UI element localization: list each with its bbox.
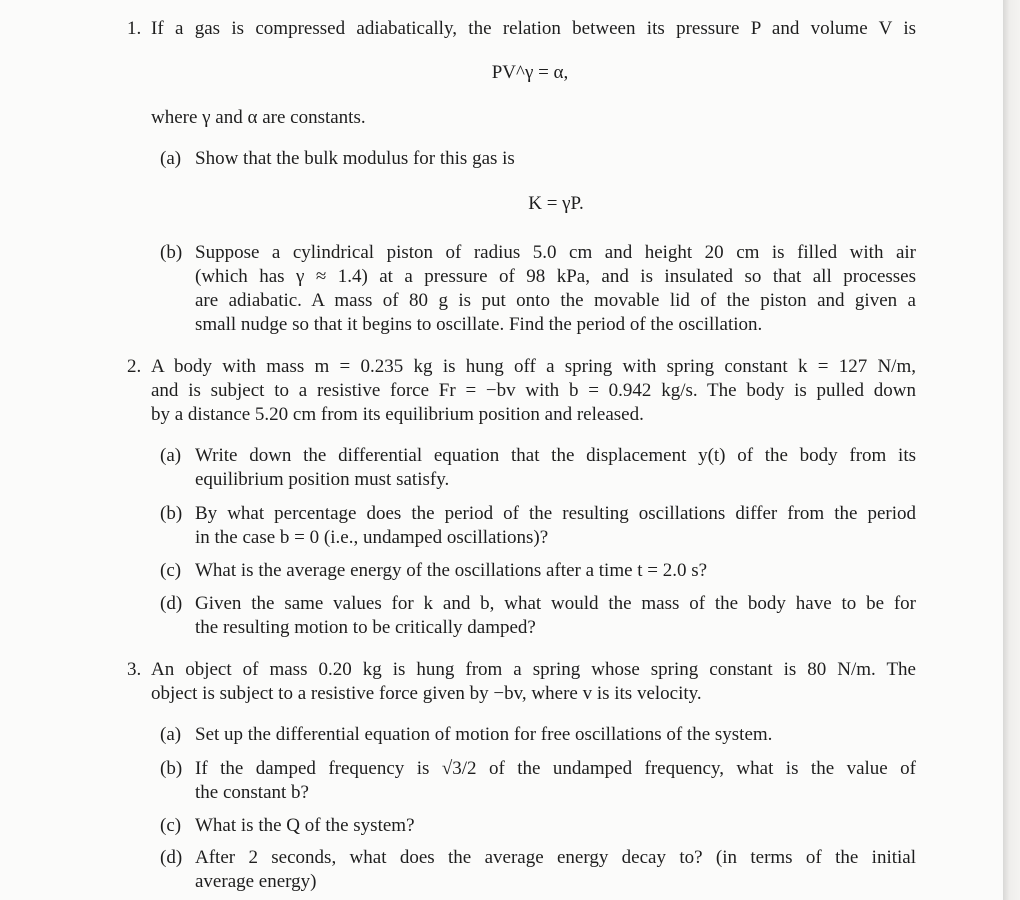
problem-1a-label: (a) bbox=[160, 148, 182, 169]
problem-2a-line-1: Write down the differential equation that the displacement y(t) of the body from its bbox=[195, 445, 916, 466]
problem-1b-line-3: are adiabatic. A mass of 80 g is put onto the movable lid of the piston and given a bbox=[195, 290, 916, 311]
problem-1-number: 1. bbox=[127, 18, 142, 39]
problem-2b-line-2: in the case b = 0 (i.e., undamped oscillations)? bbox=[195, 527, 549, 548]
problem-1b-label: (b) bbox=[160, 242, 183, 263]
problem-3c-text: What is the Q of the system? bbox=[195, 815, 415, 836]
problem-3b-line-1: If the damped frequency is √3/2 of the undamped frequency, what is the value of bbox=[195, 758, 916, 779]
problem-3c-label: (c) bbox=[160, 815, 182, 836]
problem-2b-label: (b) bbox=[160, 503, 183, 524]
problem-3a-label: (a) bbox=[160, 724, 182, 745]
problem-1-constants: where γ and α are constants. bbox=[151, 107, 366, 128]
problem-2b-line-1: By what percentage does the period of the resulting oscillations differ from the period bbox=[195, 503, 916, 524]
problem-2-line-1: A body with mass m = 0.235 kg is hung off a spring with spring constant k = 127 N/m, bbox=[151, 356, 916, 377]
problem-2d-line-2: the resulting motion to be critically damped? bbox=[195, 617, 536, 638]
problem-1a-equation: K = γP. bbox=[528, 193, 584, 214]
problem-2-number: 2. bbox=[127, 356, 142, 377]
problem-3d-line-2: average energy) bbox=[195, 871, 317, 892]
problem-2c-label: (c) bbox=[160, 560, 182, 581]
page-edge-shadow bbox=[1003, 0, 1020, 900]
problem-3-number: 3. bbox=[127, 659, 142, 680]
problem-1-equation: PV^γ = α, bbox=[491, 62, 569, 83]
problem-2d-label: (d) bbox=[160, 593, 183, 614]
problem-3-line-1: An object of mass 0.20 kg is hung from a spring whose spring constant is 80 N/m. The bbox=[151, 659, 916, 680]
problem-2c-text: What is the average energy of the oscillations after a time t = 2.0 s? bbox=[195, 560, 708, 581]
problem-3b-line-2: the constant b? bbox=[195, 782, 309, 803]
problem-2a-label: (a) bbox=[160, 445, 182, 466]
problem-1a-text: Show that the bulk modulus for this gas is bbox=[195, 148, 515, 169]
problem-3d-line-1: After 2 seconds, what does the average energy decay to? (in terms of the initial bbox=[195, 847, 916, 868]
problem-1b-line-1: Suppose a cylindrical piston of radius 5.0 cm and height 20 cm is filled with air bbox=[195, 242, 916, 263]
problem-3-line-2: object is subject to a resistive force given by −bv, where v is its velocity. bbox=[151, 683, 702, 704]
problem-2-line-3: by a distance 5.20 cm from its equilibrium position and released. bbox=[151, 404, 644, 425]
problem-1b-line-2: (which has γ ≈ 1.4) at a pressure of 98 kPa, and is insulated so that all processes bbox=[195, 266, 916, 287]
problem-3a-text: Set up the differential equation of motion for free oscillations of the system. bbox=[195, 724, 773, 745]
problem-1-intro: If a gas is compressed adiabatically, the relation between its pressure P and volume V is bbox=[151, 18, 916, 39]
problem-3b-label: (b) bbox=[160, 758, 183, 779]
problem-2a-line-2: equilibrium position must satisfy. bbox=[195, 469, 450, 490]
problem-1b-line-4: small nudge so that it begins to oscillate. Find the period of the oscillation. bbox=[195, 314, 763, 335]
problem-2d-line-1: Given the same values for k and b, what would the mass of the body have to be for bbox=[195, 593, 916, 614]
problem-3d-label: (d) bbox=[160, 847, 183, 868]
problem-2-line-2: and is subject to a resistive force Fr = −bv with b = 0.942 kg/s. The body is pulled down bbox=[151, 380, 916, 401]
